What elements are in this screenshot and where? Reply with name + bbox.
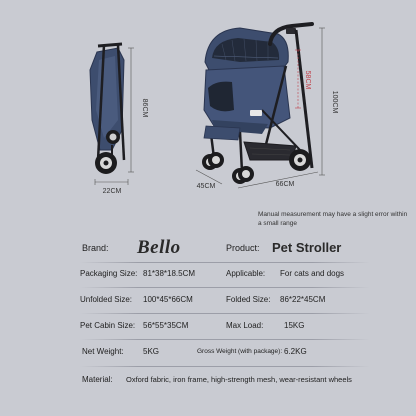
spec-row-cabin: [0, 316, 416, 336]
applicable-label: Applicable:: [226, 269, 266, 278]
spec-row-packaging: [0, 264, 416, 284]
width-label: 45CM: [196, 183, 216, 190]
cabin-value: 56*55*35CM: [143, 321, 189, 330]
width-dimension: [196, 170, 222, 190]
spec-row-brand: [0, 236, 416, 260]
unfolded-stroller-illustration: [202, 24, 312, 184]
folded-stroller-illustration: [90, 44, 124, 174]
folded-height-label: 86CM: [141, 98, 148, 118]
material-value: Oxford fabric, iron frame, high-strength mesh, wear-resistant wheels: [126, 375, 352, 384]
cabin-height-label: 58CM: [304, 70, 311, 90]
divider: [80, 313, 370, 314]
spec-row-weight: [0, 342, 416, 362]
net-weight-label: Net Weight:: [82, 347, 124, 356]
spec-row-size: [0, 290, 416, 310]
divider: [80, 262, 370, 263]
measurement-note: Manual measurement may have a slight error within a small range: [258, 211, 408, 227]
folded-height-dimension: [128, 48, 148, 172]
folded-depth-dimension: [95, 179, 128, 195]
total-height-dimension: [319, 28, 338, 175]
product-label: Product:: [226, 243, 260, 253]
divider: [80, 339, 370, 340]
folded-value: 86*22*45CM: [280, 295, 326, 304]
packaging-value: 81*38*18.5CM: [143, 269, 196, 278]
length-label: 66CM: [275, 181, 295, 188]
brand-value: Bello: [137, 237, 181, 258]
maxload-value: 15KG: [284, 321, 305, 330]
folded-label: Folded Size:: [226, 295, 271, 304]
spec-row-material: [0, 370, 416, 390]
unfolded-value: 100*45*66CM: [143, 295, 193, 304]
maxload-label: Max Load:: [226, 321, 264, 330]
gross-weight-label: Gross Weight (with package):: [197, 348, 283, 355]
applicable-value: For cats and dogs: [280, 269, 345, 278]
divider: [80, 287, 370, 288]
gross-weight-value: 6.2KG: [284, 347, 307, 356]
brand-label: Brand:: [82, 243, 109, 253]
net-weight-value: 5KG: [143, 347, 160, 356]
folded-depth-label: 22CM: [102, 188, 122, 195]
unfolded-label: Unfolded Size:: [80, 295, 133, 304]
cabin-label: Pet Cabin Size:: [80, 321, 136, 330]
packaging-label: Packaging Size:: [80, 269, 138, 278]
product-value: Pet Stroller: [272, 240, 342, 255]
product-photo: [0, 0, 416, 205]
total-height-label: 100CM: [331, 90, 338, 114]
divider: [80, 366, 370, 367]
material-label: Material:: [82, 375, 113, 384]
